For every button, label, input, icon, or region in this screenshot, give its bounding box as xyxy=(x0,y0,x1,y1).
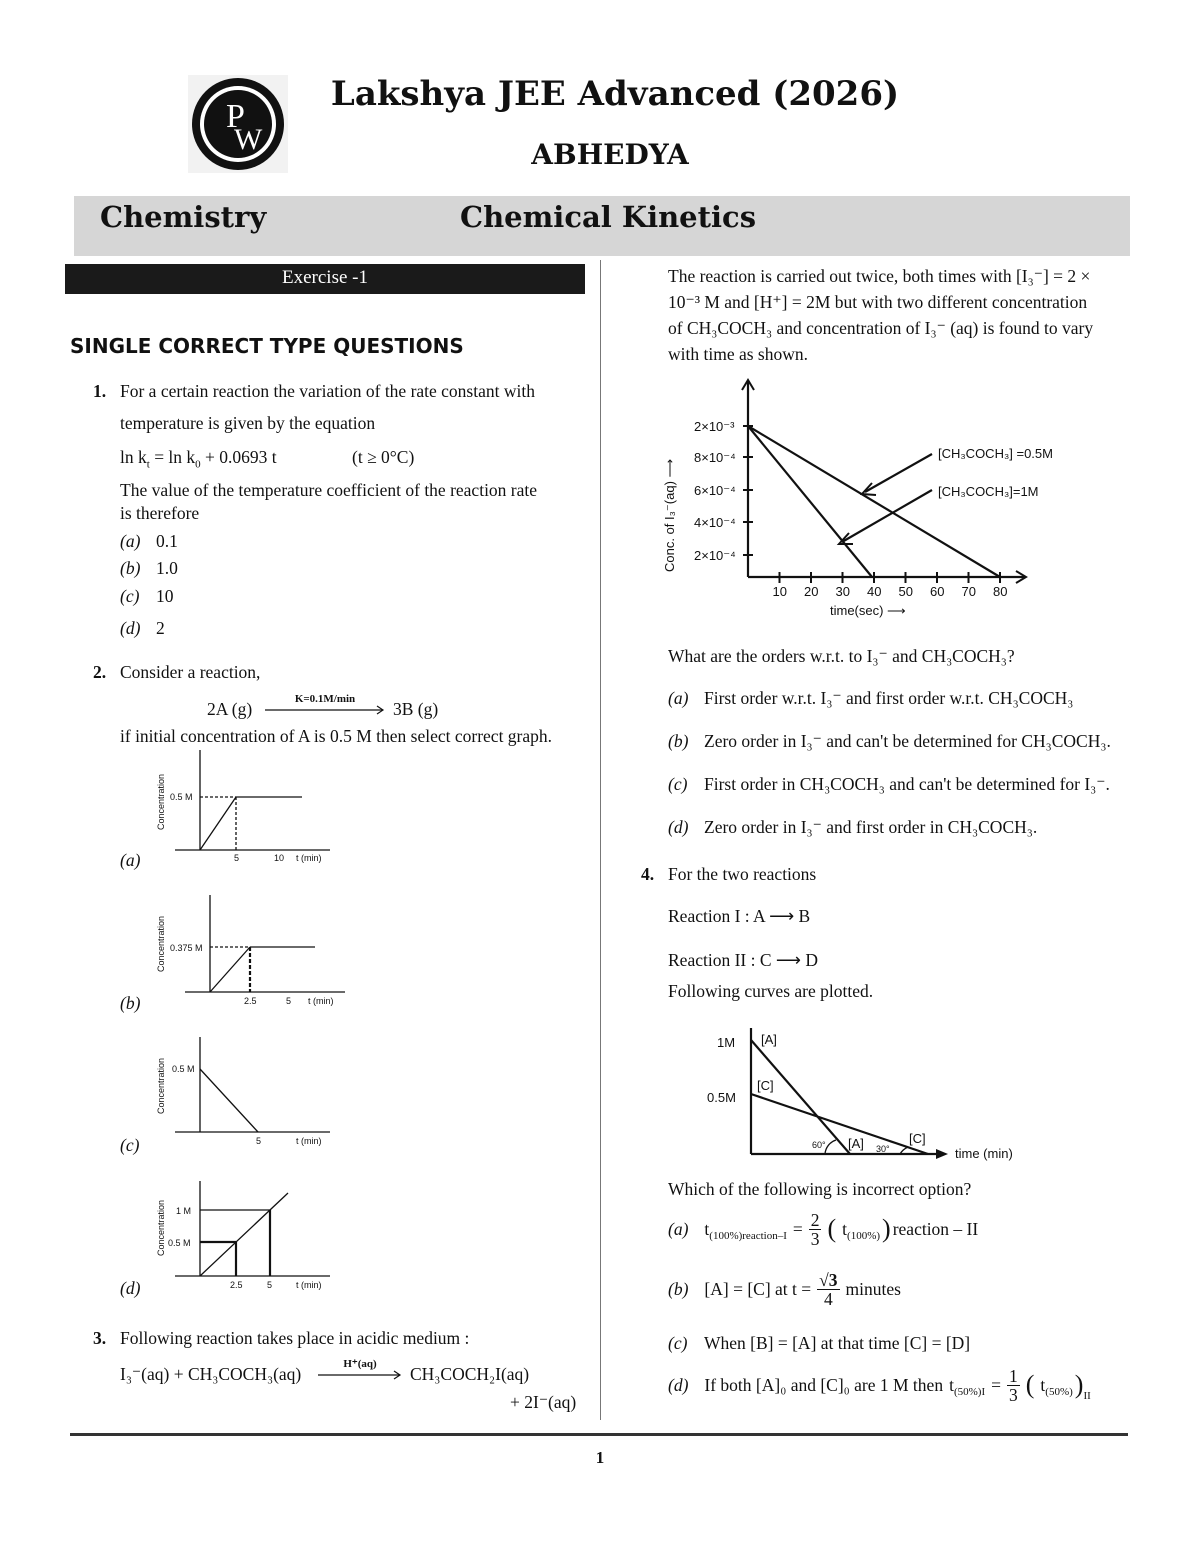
q2-graph-a-xtick1: 5 xyxy=(234,853,240,863)
svg-text:P: P xyxy=(226,98,245,135)
q4-opt-b xyxy=(668,1264,901,1314)
q4-opt-d-t2: t xyxy=(1040,1375,1046,1395)
q1-eq-lhs: ln k xyxy=(120,447,147,467)
q4-plotted: Following curves are plotted. xyxy=(668,981,874,1001)
q3-chart-xtick: 10 xyxy=(772,584,787,599)
q4-opt-b-num: √3 xyxy=(819,1269,838,1290)
q2-graph-b-rise xyxy=(210,947,250,992)
q4-opt-c-label: (c) xyxy=(668,1333,688,1353)
q3-cont-line2: 10⁻³ M and [H⁺] = 2M but with two different concentration xyxy=(668,292,1088,312)
q3-chart-xtick: 30 xyxy=(835,584,850,599)
q4-chart-y1: 1M xyxy=(717,1035,736,1050)
q2-graph-b-ylabel: Concentration xyxy=(156,915,166,972)
q3-chart-legend2: [CH₃COCH₃]=1M xyxy=(938,484,1039,499)
q4-opt-d-label: (d) xyxy=(668,1375,689,1395)
q1-opt-b-label: (b) xyxy=(120,558,141,578)
q3-chart-xtick: 70 xyxy=(961,584,976,599)
q2-number: 2. xyxy=(93,662,107,682)
q4-chart-C-top: [C] xyxy=(757,1078,774,1093)
q1-eq-lhs-sub: t xyxy=(146,458,150,471)
q3-chart-legend1: [CH₃COCH₃] =0.5M xyxy=(938,446,1053,461)
q3-intro: Following reaction takes place in acidic medium : xyxy=(120,1328,470,1348)
q4-chart-line-A xyxy=(751,1040,850,1154)
q2-graph-a-ytick: 0.5 M xyxy=(170,792,193,802)
q2-graph-c-xtick1: 5 xyxy=(256,1136,262,1146)
q3-reaction-arrow xyxy=(318,1369,406,1381)
q1-opt-c-label: (c) xyxy=(120,586,140,606)
q4-chart-xlabel: time (min) xyxy=(955,1146,1013,1161)
q4-opt-d-t2-sub: (50%) xyxy=(1045,1386,1073,1398)
q4-opt-a-eq: = xyxy=(792,1219,803,1239)
q2-graph-c-decline xyxy=(200,1069,258,1132)
q2-question: if initial concentration of A is 0.5 M then select correct graph. xyxy=(120,726,553,746)
q3-chart-ylabel: Conc. of I₃⁻(aq) ⟶ xyxy=(662,458,677,572)
q1-equation xyxy=(120,445,277,477)
q4-reaction1: Reaction I : A ⟶ B xyxy=(668,906,811,926)
q2-reaction-arrow xyxy=(265,704,390,716)
q3-opt-c-text: First order in CH₃COCH₃ and can't be determined for I₃⁻. xyxy=(704,774,1110,794)
q2-graph-d-rise xyxy=(200,1193,288,1276)
q1-opt-a-text: 0.1 xyxy=(156,531,178,551)
q3-chart-line-1M xyxy=(748,426,872,577)
q2-graph-d-xtick2: 5 xyxy=(267,1280,273,1290)
q1-opt-d-text: 2 xyxy=(156,618,165,638)
q4-opt-a-num: 2 xyxy=(810,1209,820,1230)
q3-chart-ytick: 6×10⁻⁴ xyxy=(694,483,736,498)
q4-chart-angle2: 30° xyxy=(876,1144,890,1154)
q1-opt-b-text: 1.0 xyxy=(156,558,178,578)
q4-opt-b-frac xyxy=(817,1271,839,1308)
q4-opt-d-t1: t xyxy=(949,1375,954,1395)
q2-graph-d-ytick1: 1 M xyxy=(176,1206,192,1216)
q1-opt-d-label: (d) xyxy=(120,618,141,638)
q4-opt-d-den: 3 xyxy=(1008,1384,1018,1405)
q3-chart-xlabel: time(sec) ⟶ xyxy=(830,603,906,618)
svg-text:W: W xyxy=(234,123,263,156)
q3-opt-a-text: First order w.r.t. I₃⁻ and first order w.r.t. CH₃COCH₃ xyxy=(704,688,1074,708)
q3-cont-line1: The reaction is carried out twice, both times with [I₃⁻] = 2 × xyxy=(668,266,1091,286)
q4-opt-a-t1: t xyxy=(704,1219,710,1239)
q2-intro: Consider a reaction, xyxy=(120,662,261,682)
q3-rhs2: + 2I⁻(aq) xyxy=(510,1392,577,1412)
q4-opt-d-num: 1 xyxy=(1008,1365,1018,1386)
q3-concentration-chart xyxy=(650,372,1110,624)
q2-graph-b-xlabel: t (min) xyxy=(308,996,334,1006)
q4-opt-a-label: (a) xyxy=(668,1219,689,1239)
q4-chart-line-C xyxy=(751,1094,928,1154)
q4-reaction2: Reaction II : C ⟶ D xyxy=(668,950,818,970)
q1-eq-mid: = ln k xyxy=(154,447,196,467)
q2-reactant: 2A (g) xyxy=(207,699,253,719)
q2-graph-c-label: (c) xyxy=(120,1135,140,1155)
q1-opt-a-label: (a) xyxy=(120,531,141,551)
q4-opt-d-pre: If both [A]₀ and [C]₀ are 1 M then xyxy=(704,1375,944,1395)
q3-chart-xtick: 20 xyxy=(804,584,819,599)
section-heading: SINGLE CORRECT TYPE QUESTIONS xyxy=(70,334,464,358)
page-title: Lakshya JEE Advanced (2026) xyxy=(330,74,900,114)
q4-chart-angle1: 60° xyxy=(812,1140,826,1150)
q3-chart-xtick: 60 xyxy=(930,584,945,599)
pw-logo xyxy=(188,75,288,173)
q4-chart-y2: 0.5M xyxy=(707,1090,736,1105)
q4-opt-a-t2-sub: (100%) xyxy=(847,1230,881,1242)
q3-chart-xtick: 80 xyxy=(993,584,1008,599)
q3-question: What are the orders w.r.t. to I₃⁻ and CH₃COCH₃? xyxy=(668,646,1015,666)
q1-line1: For a certain reaction the variation of the rate constant with xyxy=(120,381,535,401)
q4-chart-A-top: [A] xyxy=(761,1032,777,1047)
q2-graph-a-label: (a) xyxy=(120,850,141,870)
q4-opt-c-text: When [B] = [A] at that time [C] = [D] xyxy=(704,1333,971,1353)
q4-chart-arc-60 xyxy=(825,1140,836,1154)
q3-opt-d-label: (d) xyxy=(668,817,689,837)
q4-opt-a-tail: reaction – II xyxy=(892,1219,979,1239)
q3-chart-xtick: 50 xyxy=(898,584,913,599)
q4-opt-a-den: 3 xyxy=(810,1228,820,1249)
q3-opt-c-label: (c) xyxy=(668,774,688,794)
q4-opt-d-frac xyxy=(1007,1367,1020,1404)
q4-opt-a-t1-sub: (100%)reaction–I xyxy=(709,1230,787,1242)
q4-intro: For the two reactions xyxy=(668,864,817,884)
q3-chart-ytick: 4×10⁻⁴ xyxy=(694,515,736,530)
q4-opt-b-label: (b) xyxy=(668,1279,689,1299)
q4-opt-d-tail-sub: II xyxy=(1083,1390,1091,1402)
q4-number: 4. xyxy=(641,864,655,884)
q4-opt-b-den: 4 xyxy=(823,1288,833,1309)
q2-graph-b xyxy=(150,890,350,1015)
q3-opt-d-text: Zero order in I₃⁻ and first order in CH₃COCH₃. xyxy=(704,817,1038,837)
q2-graph-b-label: (b) xyxy=(120,993,141,1013)
subject-label: Chemistry xyxy=(100,200,267,234)
q2-graph-a-rise xyxy=(200,797,236,850)
q3-chart-ytick: 2×10⁻³ xyxy=(694,419,735,434)
q1-eq-rhs: + 0.0693 t xyxy=(200,447,277,467)
page-subtitle: ABHEDYA xyxy=(531,138,689,171)
q3-opt-a-label: (a) xyxy=(668,688,689,708)
q2-graph-c-ytick: 0.5 M xyxy=(172,1064,195,1074)
q2-graph-a xyxy=(150,745,340,870)
q1-opt-c-text: 10 xyxy=(156,586,174,606)
q3-chart-pointer2 xyxy=(842,490,932,542)
q3-opt-b-text: Zero order in I₃⁻ and can't be determined for CH₃COCH₃. xyxy=(704,731,1111,751)
q3-cont-line4: with time as shown. xyxy=(668,344,808,364)
q2-graph-a-ylabel: Concentration xyxy=(156,773,166,830)
q2-arrow-label: K=0.1M/min xyxy=(294,693,356,705)
column-divider xyxy=(600,260,601,1420)
q1-eq-mid-sub: 0 xyxy=(195,458,201,471)
q4-opt-b-pre: [A] = [C] at t = xyxy=(704,1279,812,1299)
exercise-heading: Exercise -1 xyxy=(65,264,585,294)
q2-graph-d-ylabel: Concentration xyxy=(156,1199,166,1256)
q2-graph-c xyxy=(150,1032,340,1157)
q4-chart-A-bot: [A] xyxy=(848,1136,864,1151)
q4-opt-a-t2: t xyxy=(842,1219,848,1239)
q3-opt-b-label: (b) xyxy=(668,731,689,751)
q2-product: 3B (g) xyxy=(393,699,439,719)
q4-curves-chart xyxy=(700,1020,1050,1170)
chapter-label: Chemical Kinetics xyxy=(460,200,757,234)
q4-opt-a-frac xyxy=(809,1211,822,1248)
q3-chart-ytick: 8×10⁻⁴ xyxy=(694,450,736,465)
q3-rhs: CH₃COCH₂I(aq) xyxy=(410,1364,530,1384)
q1-line4: is therefore xyxy=(120,503,200,523)
q2-graph-d-xtick1: 2.5 xyxy=(230,1280,243,1290)
q4-chart-C-bot: [C] xyxy=(909,1131,926,1146)
q2-graph-b-ytick: 0.375 M xyxy=(170,943,203,953)
page-number: 1 xyxy=(595,1448,605,1467)
q3-cont-line3: of CH₃COCH₃ and concentration of I₃⁻ (aq) is found to vary xyxy=(668,318,1094,338)
q2-graph-c-xlabel: t (min) xyxy=(296,1136,322,1146)
q2-graph-a-xtick2: 10 xyxy=(274,853,285,863)
q4-opt-d-eq: = xyxy=(991,1375,1001,1395)
q4-opt-d: (d) If both [A]₀ and [C]₀ are 1 M then t $_{(50\%)I}$ = $\frac{1}{3}$ ( t $_{(50\%)}$ ) $_{II}$ xyxy=(668,1362,1091,1408)
q1-line3: The value of the temperature coefficient of the reaction rate xyxy=(120,480,538,500)
q4-opt-d-t1-sub: (50%)I xyxy=(953,1386,986,1398)
q2-graph-b-xtick1: 2.5 xyxy=(244,996,257,1006)
q1-eq-condition: (t ≥ 0°C) xyxy=(352,447,415,467)
q1-number: 1. xyxy=(93,381,107,401)
q3-arrow-label: H⁺(aq) xyxy=(343,1358,377,1370)
q3-number: 3. xyxy=(93,1328,107,1348)
q4-question: Which of the following is incorrect option? xyxy=(668,1179,972,1199)
q2-graph-c-ylabel: Concentration xyxy=(156,1057,166,1114)
q1-line2: temperature is given by the equation xyxy=(120,413,376,433)
q3-chart-pointer1 xyxy=(865,454,932,492)
q4-opt-b-tail: minutes xyxy=(845,1279,901,1299)
q2-graph-d-xlabel: t (min) xyxy=(296,1280,322,1290)
q2-graph-b-xtick2: 5 xyxy=(286,996,292,1006)
q2-graph-d-ytick2: 0.5 M xyxy=(168,1238,191,1248)
q4-opt-a: (a) t $_{(100\%)reaction-I}$ = $\frac{2}{3}$ ( t $_{(100\%)}$ ) reaction – II xyxy=(668,1209,979,1249)
q3-chart-xtick: 40 xyxy=(867,584,882,599)
footer-rule xyxy=(70,1433,1128,1436)
q3-lhs: I₃⁻(aq) + CH₃COCH₃(aq) xyxy=(120,1364,302,1384)
q2-graph-d-label: (d) xyxy=(120,1278,141,1298)
q2-graph-a-xlabel: t (min) xyxy=(296,853,322,863)
q3-chart-ytick: 2×10⁻⁴ xyxy=(694,548,736,563)
q2-graph-d xyxy=(150,1176,340,1301)
q4-chart-xaxis-arrow xyxy=(936,1149,948,1159)
